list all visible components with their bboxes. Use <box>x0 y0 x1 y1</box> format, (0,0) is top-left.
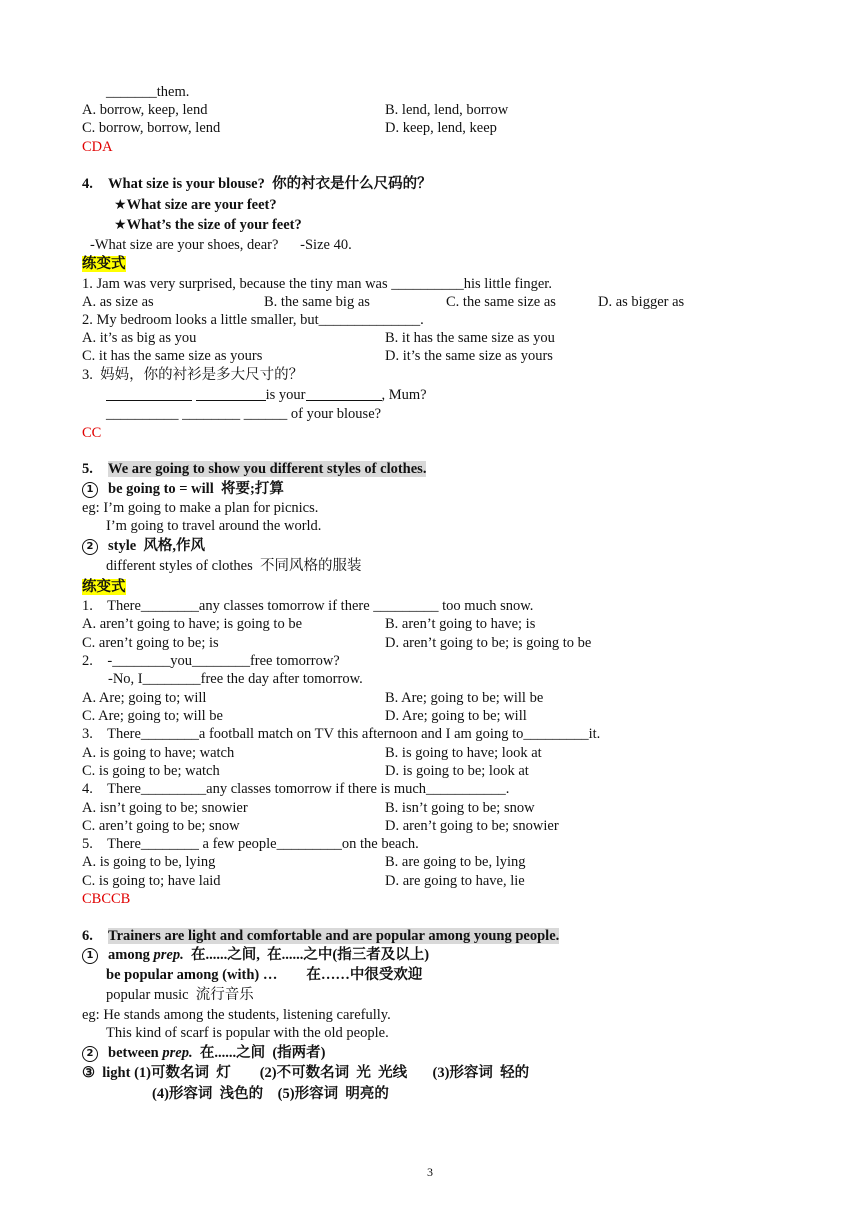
fill-blank-line-1 <box>106 386 427 404</box>
question-reply: -No, I________free the day after tomorrow. <box>108 671 363 687</box>
circled-number: 2 <box>82 539 98 555</box>
phrase-popular-music: popular music 流行音乐 <box>106 987 254 1003</box>
fill-text: , Mum? <box>381 387 427 403</box>
section-title: Trainers are light and comfortable and are popular among young people. <box>108 928 560 944</box>
dialog-line: -What size are your shoes, dear? -Size 40. <box>90 237 352 253</box>
point-text: be going to = will 将要;打算 <box>108 481 284 497</box>
option-d: D. aren’t going to be; snowier <box>385 818 559 834</box>
example-line: eg: He stands among the students, listening carefully. <box>82 1007 391 1023</box>
option-a: A. Are; going to; will <box>82 690 207 706</box>
option-a: A. it’s as big as you <box>82 330 197 346</box>
option-b: B. it has the same size as you <box>385 330 555 346</box>
option-c: C. is going to; have laid <box>82 873 221 889</box>
option-b: B. isn’t going to be; snow <box>385 800 535 816</box>
option-a: A. isn’t going to be; snowier <box>82 800 248 816</box>
option-b: B. aren’t going to have; is <box>385 616 536 632</box>
option-d: D. as bigger as <box>598 294 685 310</box>
circled-number: 1 <box>82 482 98 498</box>
option-c: C. aren’t going to be; snow <box>82 818 240 834</box>
part-of-speech: prep. <box>162 1045 193 1061</box>
fill-blank-line-2: __________ ________ ______ of your blouse? <box>106 406 382 422</box>
definition: 在......之间 (指两者) <box>192 1045 326 1061</box>
question: 2. -________you________free tomorrow? <box>82 653 340 669</box>
option-a: A. as size as <box>82 294 154 310</box>
star-icon: ★ <box>114 217 127 233</box>
option-b: B. are going to be, lying <box>385 854 526 870</box>
option-d: D. it’s the same size as yours <box>385 348 553 364</box>
point-between <box>82 1044 326 1062</box>
star-point-2 <box>114 216 302 234</box>
option-d: D. keep, lend, keep <box>385 120 497 136</box>
practice-label <box>82 578 126 596</box>
blank <box>106 386 192 401</box>
point-light <box>82 1064 529 1082</box>
example-line: eg: I’m going to make a plan for picnics. <box>82 500 319 516</box>
point-2 <box>82 537 205 555</box>
answer-key: CDA <box>82 139 113 155</box>
section-5-heading <box>82 460 426 478</box>
option-c: C. Are; going to; will be <box>82 708 223 724</box>
circled-number: ③ <box>82 1065 95 1081</box>
star-text: What’s the size of your feet? <box>126 217 302 233</box>
section-number: 5. <box>82 461 93 477</box>
blank <box>306 386 382 401</box>
option-b: B. is going to have; look at <box>385 745 542 761</box>
question: 3. There________a football match on TV this afternoon and I am going to_________it. <box>82 726 601 742</box>
question: 2. My bedroom looks a little smaller, but______________. <box>82 312 424 328</box>
option-a: A. is going to have; watch <box>82 745 235 761</box>
answer-key: CC <box>82 425 102 441</box>
option-c: C. is going to be; watch <box>82 763 220 779</box>
phrase-popular-among: be popular among (with) … 在……中很受欢迎 <box>106 967 423 983</box>
point-1 <box>82 480 284 498</box>
option-d: D. are going to have, lie <box>385 873 525 889</box>
keyword: between <box>108 1045 163 1061</box>
circled-number: 2 <box>82 1046 98 1062</box>
option-c: C. borrow, borrow, lend <box>82 120 221 136</box>
option-c: C. it has the same size as yours <box>82 348 263 364</box>
definition: 在......之间, 在......之中(指三者及以上) <box>183 947 430 963</box>
question-chinese: 3. 妈妈，你的衬衫是多大尺寸的？ <box>82 367 304 383</box>
star-point-1 <box>114 196 277 214</box>
question: 4. There_________any classes tomorrow if there is much___________. <box>82 781 510 797</box>
practice-highlight: 练变式 <box>82 579 126 595</box>
question-continuation: _______them. <box>106 84 190 100</box>
option-b: B. the same big as <box>264 294 370 310</box>
answer-key: CBCCB <box>82 891 131 907</box>
question: 1. Jam was very surprised, because the tiny man was __________his little finger. <box>82 276 552 292</box>
keyword: among <box>108 947 154 963</box>
example-line: This kind of scarf is popular with the old people. <box>106 1025 389 1041</box>
practice-label <box>82 255 126 273</box>
section-4-heading <box>82 175 432 193</box>
section-number: 4. <box>82 176 93 192</box>
option-b: B. Are; going to be; will be <box>385 690 544 706</box>
option-a: A. aren’t going to have; is going to be <box>82 616 303 632</box>
option-c: C. aren’t going to be; is <box>82 635 219 651</box>
question: 5. There________ a few people_________on the beach. <box>82 836 419 852</box>
definition: light (1)可数名词 灯 (2)不可数名词 光 光线 (3)形容词 轻的 <box>102 1065 530 1081</box>
option-d: D. aren’t going to be; is going to be <box>385 635 592 651</box>
section-title: What size is your blouse? 你的衬衣是什么尺码的？ <box>108 176 432 192</box>
question: 1. There________any classes tomorrow if there _________ too much snow. <box>82 598 534 614</box>
option-d: D. Are; going to be; will <box>385 708 527 724</box>
option-a: A. is going to be, lying <box>82 854 216 870</box>
fill-text: is your <box>265 387 306 403</box>
point-among <box>82 946 429 964</box>
part-of-speech: prep. <box>153 947 184 963</box>
page-number: 3 <box>427 1165 433 1179</box>
section-title: We are going to show you different styles of clothes. <box>108 461 427 477</box>
point-text: style 风格,作风 <box>108 538 206 554</box>
option-b: B. lend, lend, borrow <box>385 102 509 118</box>
section-number: 6. <box>82 928 93 944</box>
option-c: C. the same size as <box>446 294 556 310</box>
star-icon: ★ <box>114 197 127 213</box>
circled-number: 1 <box>82 948 98 964</box>
point-2-example: different styles of clothes 不同风格的服装 <box>106 558 362 574</box>
option-d: D. is going to be; look at <box>385 763 529 779</box>
star-text: What size are your feet? <box>126 197 277 213</box>
section-6-heading <box>82 927 559 945</box>
blank <box>196 386 266 401</box>
practice-highlight: 练变式 <box>82 256 126 272</box>
option-a: A. borrow, keep, lend <box>82 102 208 118</box>
point-light-continued: (4)形容词 浅色的 (5)形容词 明亮的 <box>152 1086 389 1102</box>
example-line: I’m going to travel around the world. <box>106 518 322 534</box>
